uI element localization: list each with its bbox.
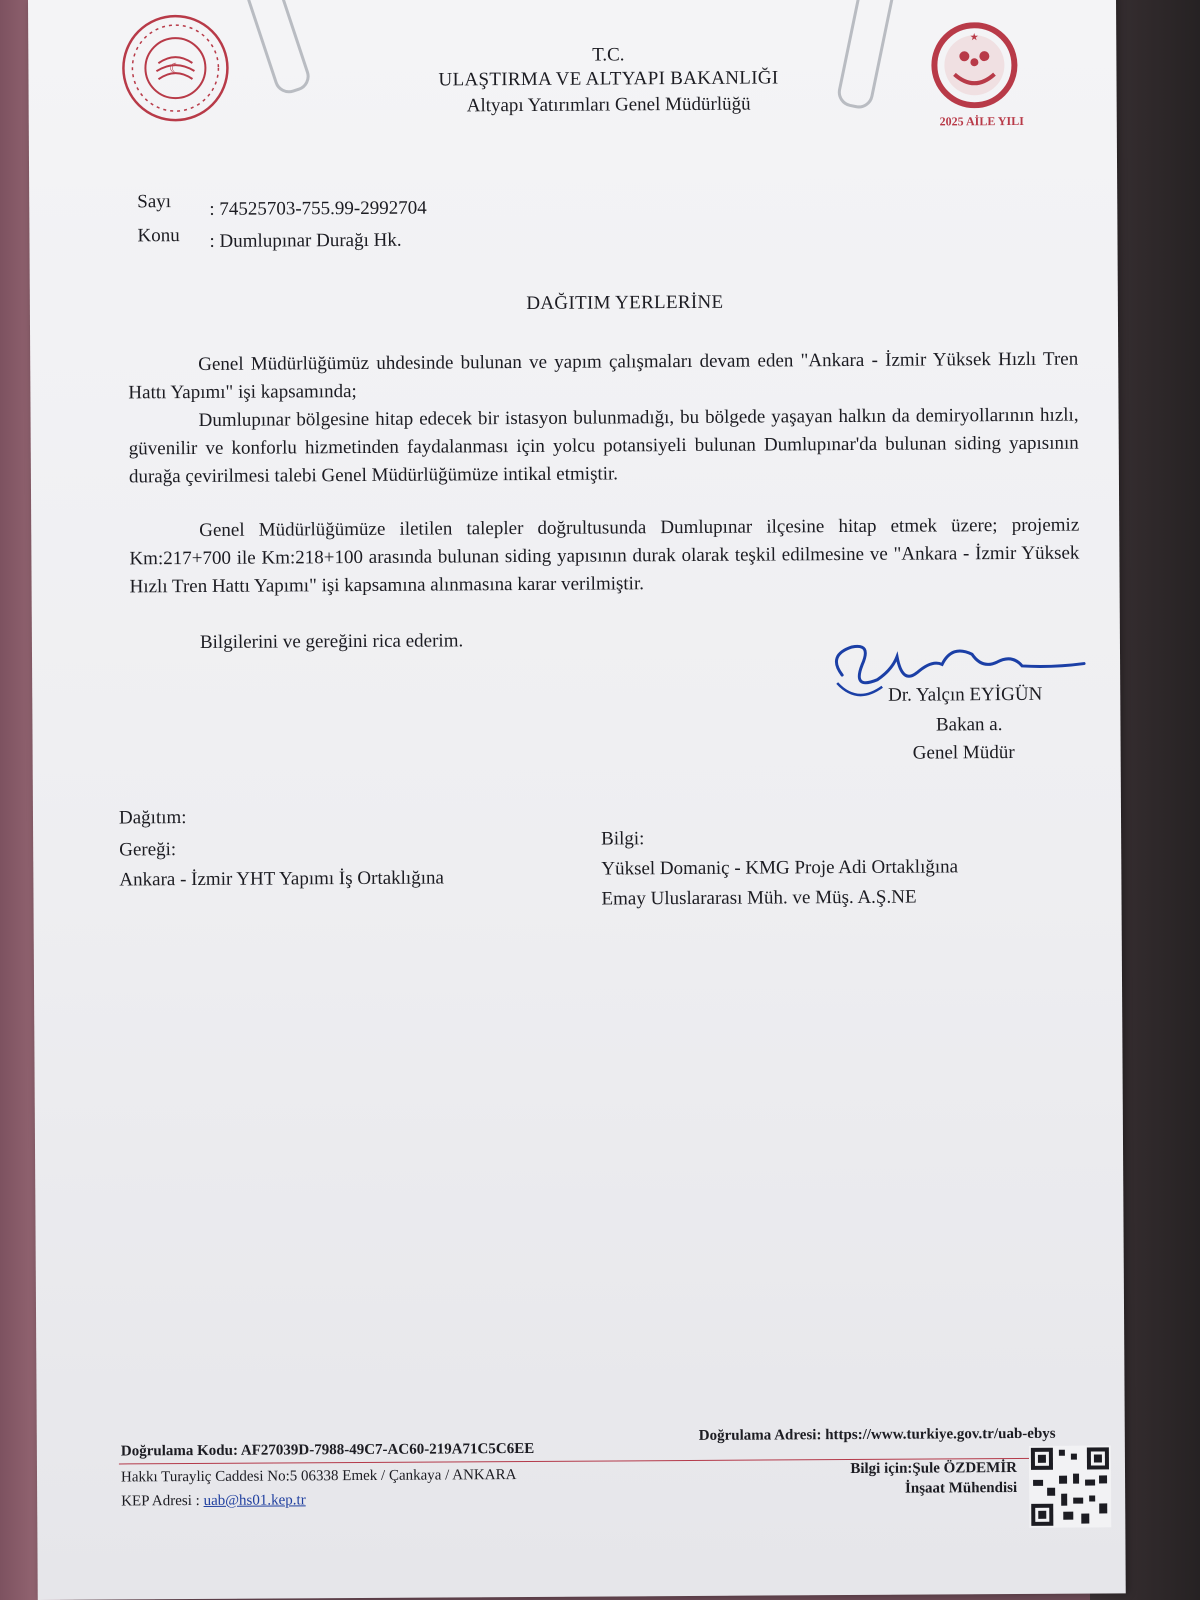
verification-address: Doğrulama Adresi: https://www.turkiye.gov.tr/uab-ebys — [698, 1425, 1056, 1444]
header-ministry: ULAŞTIRMA VE ALTYAPI BAKANLIĞI — [438, 67, 779, 91]
info-contact: Bilgi için:Şule ÖZDEMİR — [850, 1459, 1018, 1478]
body-paragraph-2: Dumlupınar bölgesine hitap edecek bir istasyon bulunmadığı, bu bölgede yaşayan halkın da demiryollarının hızlı, güvenilir ve konforlu hizmetinden faydalanması için yolcu potansiyeli bulunan Dumlupınar'da bulunan siding yapısının durağa çevirilmesi talebi Genel Müdürlüğümüze intikal etmiştir. — [128, 404, 1079, 488]
body-paragraph-3: Genel Müdürlüğümüze iletilen talepler doğrultusunda Dumlupınar ilçesine hitap etmek üzere; projemiz Km:217+700 ile Km:218+100 arasında bulunan siding yapısının durak olarak teşkil edilmesine ve "Ankara - İzmir Yüksek Hızlı Tren Hattı Yapımı" işi kapsamına alınmasına karar verilmiştir. — [129, 514, 1080, 598]
body-paragraph-4: Bilgilerini ve gereğini rica ederim. — [199, 630, 464, 653]
header-tc: T.C. — [592, 44, 625, 66]
family-year-emblem-icon — [926, 22, 1023, 109]
gereği-label: Gereği: — [119, 839, 177, 861]
distribution-heading: Dağıtım: — [118, 807, 187, 829]
kep-label: KEP Adresi : — [121, 1492, 204, 1510]
verification-code: Doğrulama Kodu: AF27039D-7988-49C7-AC60-219A71C5C6EE — [120, 1440, 535, 1460]
document-page — [28, 0, 1126, 1600]
bilgi-item-1: Yüksel Domaniç - KMG Proje Adi Ortaklığına — [601, 856, 959, 880]
ministry-seal-icon — [120, 13, 231, 124]
kep-link[interactable]: uab@hs01.kep.tr — [203, 1492, 306, 1509]
bilgi-item-2: Emay Uluslararası Müh. ve Müş. A.Ş.NE — [601, 886, 917, 910]
qr-code-icon — [1029, 1445, 1111, 1527]
emblem-caption: 2025 AİLE YILI — [939, 113, 1024, 129]
signatory-title-2: Genel Müdür — [912, 741, 1015, 764]
signatory-name: Dr. Yalçın EYİGÜN — [888, 683, 1043, 706]
gereği-item: Ankara - İzmir YHT Yapımı İş Ortaklığına — [119, 867, 444, 891]
bilgi-label: Bilgi: — [601, 828, 645, 850]
signatory-title-1: Bakan a. — [935, 714, 1003, 736]
paper-clip-left-icon — [243, 0, 314, 97]
konu-label: Konu — [137, 225, 180, 247]
footer-address: Hakkı Turayliç Caddesi No:5 06338 Emek / Çankaya / ANKARA — [120, 1467, 517, 1486]
konu-value: : Dumlupınar Durağı Hk. — [209, 229, 402, 252]
sayi-label: Sayı — [137, 191, 172, 213]
svg-text:★: ★ — [969, 32, 979, 44]
header-directorate: Altyapı Yatırımları Genel Müdürlüğü — [466, 93, 751, 117]
body-paragraph-1: Genel Müdürlüğümüz uhdesinde bulunan ve yapım çalışmaları devam eden "Ankara - İzmir Yüksek Hızlı Tren Hattı Yapımı" işi kapsamında; — [128, 348, 1079, 404]
info-role: İnşaat Mühendisi — [904, 1479, 1018, 1497]
kep-address — [121, 1492, 306, 1510]
svg-text:☾: ☾ — [169, 61, 182, 78]
sayi-value: : 74525703-755.99-2992704 — [209, 197, 427, 220]
distribution-title: DAĞITIM YERLERİNE — [526, 291, 724, 314]
